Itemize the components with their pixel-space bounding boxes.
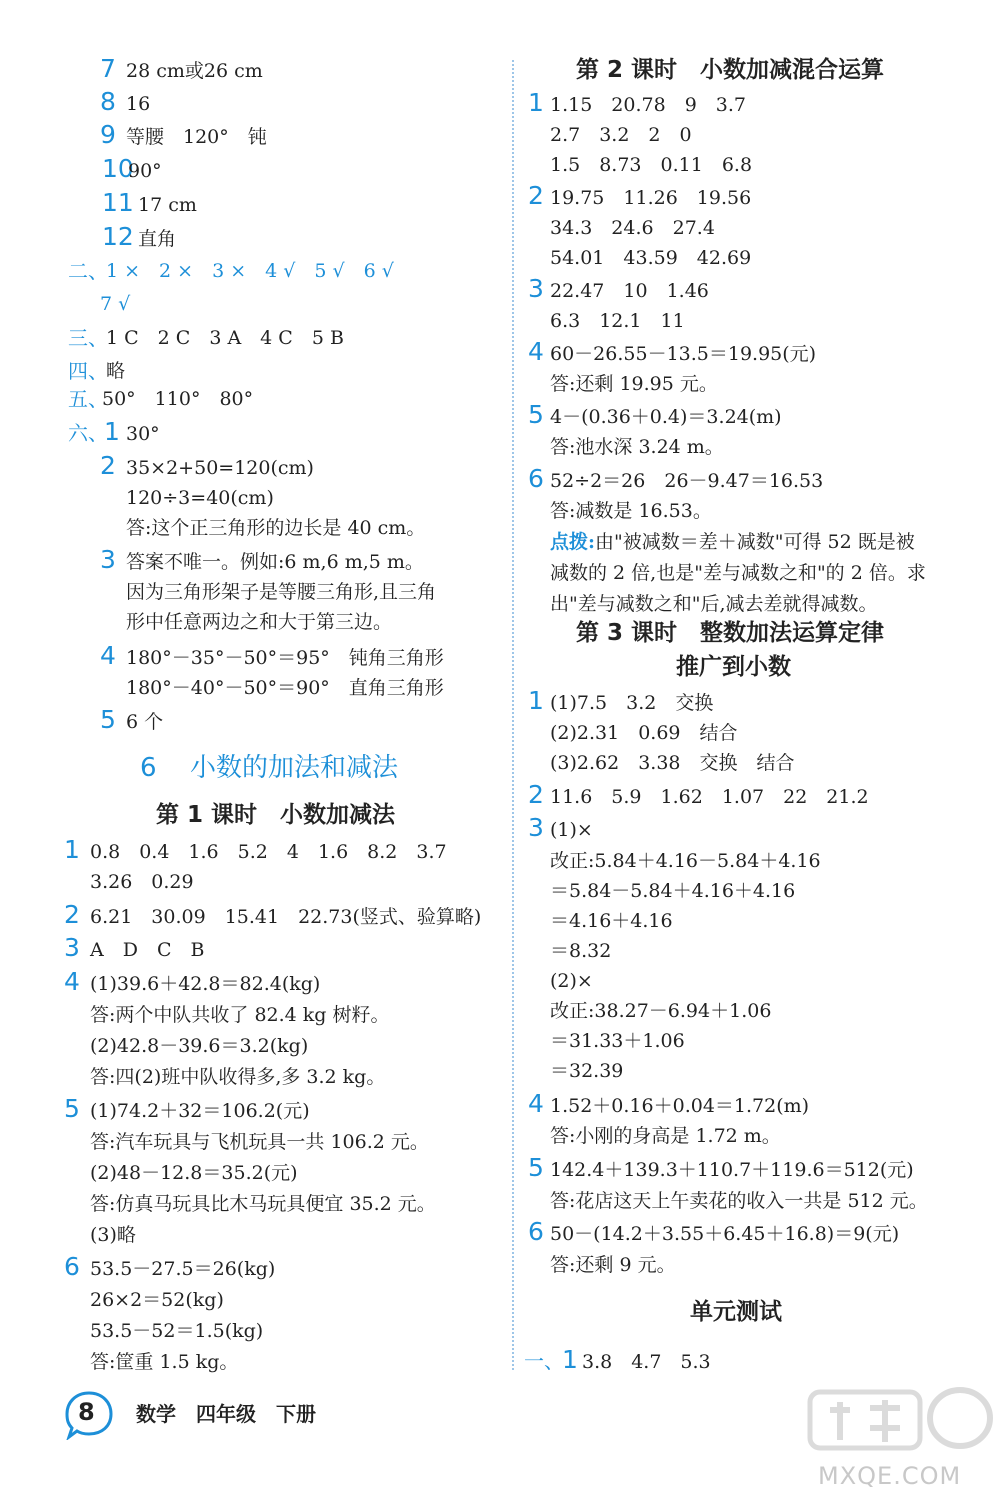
answer-line: 1.52＋0.16＋0.04＝1.72(m) [550, 1095, 810, 1117]
item-number: 3 [100, 545, 116, 574]
item-number: 4 [528, 337, 544, 366]
answer-line: 1 C 2 C 3 A 4 C 5 B [106, 327, 344, 349]
answer-line: 答:这个正三角形的边长是 40 cm。 [126, 517, 426, 539]
answer-line: 1 × 2 × 3 × 4 √ 5 √ 6 √ [106, 260, 394, 282]
item-number: 6 [64, 1252, 80, 1281]
item-number: 2 [100, 451, 116, 480]
lesson-heading: 第 3 课时 整数加法运算定律 [576, 620, 885, 646]
answer-line: 答:小刚的身高是 1.72 m。 [550, 1125, 781, 1147]
answer-line: (1)74.2＋32＝106.2(元) [90, 1100, 310, 1122]
answer-line: ＝31.33＋1.06 [550, 1030, 685, 1052]
answer-line: 142.4＋139.3＋110.7＋119.6＝512(元) [550, 1159, 914, 1181]
item-number: 1 [64, 835, 80, 864]
answer-line: 1.5 8.73 0.11 6.8 [550, 154, 753, 176]
item-number: 1 [562, 1345, 578, 1374]
lesson-heading: 第 2 课时 小数加减混合运算 [576, 57, 885, 83]
item-number: 4 [528, 1089, 544, 1118]
item-number: 3 [64, 933, 80, 962]
answer-line: (2)42.8－39.6＝3.2(kg) [90, 1035, 309, 1057]
answer-line: 改正:38.27－6.94＋1.06 [550, 1000, 772, 1022]
answer-line: 答案不唯一。例如:6 m,6 m,5 m。 [126, 551, 424, 573]
section-label: 一、 [524, 1349, 564, 1373]
answer-line: (1)× [550, 819, 593, 841]
answer-line: 形中任意两边之和大于第三边。 [126, 611, 393, 633]
answer-line: 答:四(2)班中队收得多,多 3.2 kg。 [90, 1066, 386, 1088]
answer-line: 90° [128, 160, 162, 182]
answer-line: 改正:5.84＋4.16－5.84＋4.16 [550, 850, 821, 872]
section-label: 三、 [68, 326, 108, 350]
item-number: 4 [64, 967, 80, 996]
item-number: 7 [100, 54, 116, 83]
answer-line: (2)48－12.8＝35.2(元) [90, 1162, 298, 1184]
lesson-heading: 第 1 课时 小数加减法 [156, 802, 396, 828]
lesson-heading-cont: 推广到小数 [676, 654, 791, 680]
answer-line: 30° [126, 423, 160, 445]
answer-line: 等腰 120° 钝 [126, 126, 267, 148]
item-number: 3 [528, 813, 544, 842]
answer-line: 11.6 5.9 1.62 1.07 22 21.2 [550, 786, 869, 808]
answer-line: 0.8 0.4 1.6 5.2 4 1.6 8.2 3.7 [90, 841, 447, 863]
answer-line: 34.3 24.6 27.4 [550, 217, 715, 239]
answer-line: 略 [106, 360, 126, 382]
answer-line: 17 cm [138, 194, 197, 216]
answer-line: 因为三角形架子是等腰三角形,且三角 [126, 581, 437, 603]
tip-label: 点拨: [550, 531, 596, 553]
item-number: 2 [528, 181, 544, 210]
answer-line: ＝8.32 [550, 940, 612, 962]
answer-line: 35×2+50=120(cm) [126, 457, 314, 479]
answer-line: 6.21 30.09 15.41 22.73(竖式、验算略) [90, 906, 482, 928]
answer-line: (3)略 [90, 1224, 136, 1246]
answer-line: (2)2.31 0.69 结合 [550, 722, 738, 744]
answer-line: 54.01 43.59 42.69 [550, 247, 752, 269]
answer-line: 120÷3=40(cm) [126, 487, 274, 509]
item-number: 5 [528, 1153, 544, 1182]
answer-line: 答:汽车玩具与飞机玩具一共 106.2 元。 [90, 1131, 429, 1153]
item-number: 1 [528, 88, 544, 117]
answer-line: 60－26.55－13.5＝19.95(元) [550, 343, 817, 365]
answer-line: 答:仿真马玩具比木马玩具便宜 35.2 元。 [90, 1193, 436, 1215]
answer-line: (3)2.62 3.38 交换 结合 [550, 752, 795, 774]
answer-line: A D C B [90, 939, 205, 961]
answer-line: 1.15 20.78 9 3.7 [550, 94, 747, 116]
watermark-url: MXQE.COM [818, 1462, 962, 1490]
answer-line: 180°－35°－50°＝95° 钝角三角形 [126, 647, 444, 669]
answer-line: 7 √ [100, 293, 131, 315]
answer-line: 22.47 10 1.46 [550, 280, 709, 302]
chapter-title: 小数的加法和减法 [190, 753, 399, 783]
answer-line: 2.7 3.2 2 0 [550, 124, 692, 146]
answer-line: (1)39.6＋42.8＝82.4(kg) [90, 973, 321, 995]
answer-line: 6.3 12.1 11 [550, 310, 685, 332]
answer-line: 3.8 4.7 5.3 [582, 1351, 711, 1373]
tip-line [550, 529, 915, 555]
answer-line: 直角 [138, 228, 177, 250]
item-number: 5 [100, 705, 116, 734]
item-number: 2 [64, 900, 80, 929]
answer-line: ＝4.16＋4.16 [550, 910, 673, 932]
answer-line: 19.75 11.26 19.56 [550, 187, 752, 209]
item-number: 3 [528, 274, 544, 303]
section-label: 四、 [68, 359, 108, 383]
tip-line: 减数的 2 倍,也是"差与减数之和"的 2 倍。求 [550, 562, 926, 584]
item-number: 10 [102, 154, 134, 183]
answer-line: 28 cm或26 cm [126, 60, 263, 82]
answer-line: ＝32.39 [550, 1060, 624, 1082]
answer-line: 53.5－27.5＝26(kg) [90, 1258, 276, 1280]
answer-line: 4－(0.36＋0.4)＝3.24(m) [550, 406, 782, 428]
tip-text: 由"被减数＝差＋减数"可得 52 既是被 [595, 531, 915, 553]
answer-line: 53.5－52＝1.5(kg) [90, 1320, 264, 1342]
item-number: 6 [528, 1217, 544, 1246]
answer-line: 答:还剩 9 元。 [550, 1254, 676, 1276]
answer-line: 50－(14.2＋3.55＋6.45＋16.8)＝9(元) [550, 1223, 900, 1245]
item-number: 2 [528, 780, 544, 809]
item-number: 1 [104, 417, 120, 446]
answer-line: (2)× [550, 970, 593, 992]
item-number: 12 [102, 222, 134, 251]
chapter-number: 6 [140, 753, 157, 783]
section-label: 五、 [68, 387, 108, 411]
answer-line: 答:减数是 16.53。 [550, 500, 712, 522]
item-number: 1 [528, 686, 544, 715]
answer-line: 16 [126, 93, 151, 115]
answer-line: 答:两个中队共收了 82.4 kg 树籽。 [90, 1004, 390, 1026]
item-number: 9 [100, 120, 116, 149]
section-label: 六、 [68, 421, 108, 445]
answer-line: 52÷2＝26 26－9.47＝16.53 [550, 470, 824, 492]
item-number: 11 [102, 188, 134, 217]
answer-line: 答:池水深 3.24 m。 [550, 436, 724, 458]
answer-line: 答:花店这天上午卖花的收入一共是 512 元。 [550, 1190, 928, 1212]
unit-test-heading: 单元测试 [690, 1299, 782, 1325]
answer-line: 3.26 0.29 [90, 871, 194, 893]
item-number: 8 [100, 87, 116, 116]
answer-line: ＝5.84－5.84＋4.16＋4.16 [550, 880, 796, 902]
column-divider [512, 60, 514, 1370]
item-number: 4 [100, 641, 116, 670]
item-number: 5 [64, 1094, 80, 1123]
answer-line: 答:还剩 19.95 元。 [550, 373, 718, 395]
item-number: 6 [528, 464, 544, 493]
page-number: 8 [78, 1398, 95, 1426]
answer-line: 答:筐重 1.5 kg。 [90, 1351, 239, 1373]
answer-line: 6 个 [126, 711, 164, 733]
answer-line: 26×2＝52(kg) [90, 1289, 224, 1311]
answer-line: 180°－40°－50°＝90° 直角三角形 [126, 677, 444, 699]
item-number: 5 [528, 400, 544, 429]
tip-line: 出"差与减数之和"后,减去差就得减数。 [550, 593, 878, 615]
section-label: 二、 [68, 259, 108, 283]
answer-line: (1)7.5 3.2 交换 [550, 692, 714, 714]
answer-line: 50° 110° 80° [102, 388, 254, 410]
book-info: 数学 四年级 下册 [136, 1402, 316, 1426]
